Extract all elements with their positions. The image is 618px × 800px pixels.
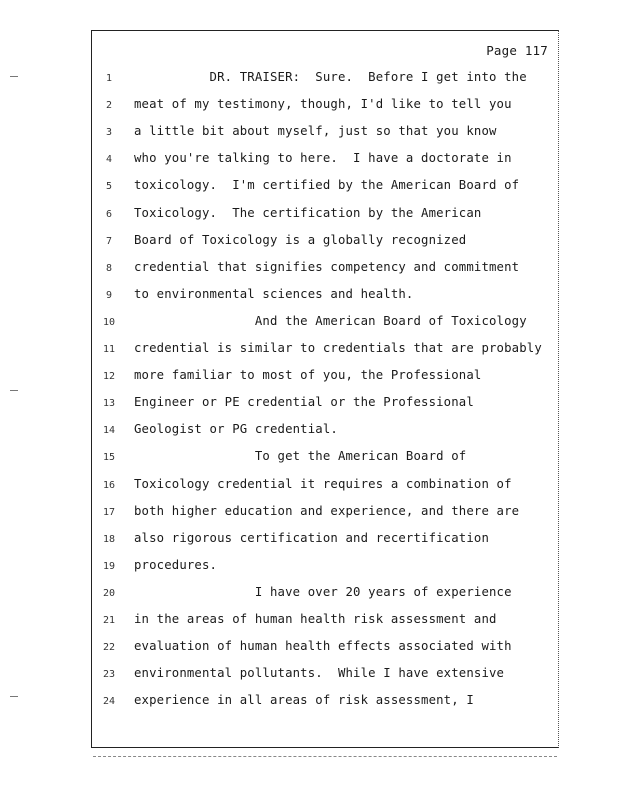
transcript-line	[92, 96, 560, 116]
line-number: 20	[102, 587, 116, 599]
line-number: 21	[102, 615, 116, 626]
line-text: a little bit about myself, just so that you know	[134, 124, 497, 139]
transcript-line	[92, 340, 560, 360]
line-text: credential is similar to credentials that are probably	[134, 341, 542, 355]
line-text: Toxicology. The certification by the American	[134, 205, 482, 220]
transcript-line	[92, 476, 560, 496]
line-text: environmental pollutants. While I have extensive	[134, 666, 505, 681]
transcript-line	[92, 557, 560, 577]
line-number: 2	[105, 100, 113, 112]
line-number: 8	[105, 262, 113, 274]
line-number: 5	[105, 181, 113, 193]
page-number: Page 117	[486, 43, 548, 58]
line-number: 13	[102, 398, 116, 410]
line-number: 18	[102, 533, 116, 545]
line-number: 16	[102, 479, 116, 491]
transcript-line	[92, 421, 560, 441]
line-text: DR. TRAISER: Sure. Before I get into the	[134, 70, 527, 84]
line-number: 4	[105, 154, 113, 166]
transcript-line	[92, 638, 560, 658]
line-text: Geologist or PG credential.	[134, 422, 338, 437]
line-text: toxicology. I'm certified by the American Board of	[134, 178, 520, 193]
bottom-rule	[93, 756, 557, 757]
line-text: evaluation of human health effects associated with	[134, 639, 512, 654]
line-text: also rigorous certification and recertification	[134, 530, 490, 545]
line-text: Board of Toxicology is a globally recognized	[134, 232, 467, 247]
transcript-line	[92, 232, 560, 252]
transcript-line	[92, 150, 560, 170]
line-text: to environmental sciences and health.	[134, 286, 414, 301]
line-number: 17	[102, 506, 116, 518]
line-number: 19	[102, 560, 116, 572]
transcript-line	[92, 177, 560, 197]
line-number: 6	[105, 208, 113, 220]
transcript-line	[92, 530, 560, 550]
line-number: 22	[102, 642, 116, 654]
line-text: credential that signifies competency and commitment	[134, 259, 520, 274]
line-text: procedures.	[134, 557, 218, 572]
line-text: meat of my testimony, though, I'd like to tell you	[134, 97, 512, 112]
line-text: both higher education and experience, and there are	[134, 503, 520, 518]
margin-mark	[10, 696, 18, 697]
line-number: 11	[102, 344, 116, 355]
line-number: 9	[105, 289, 113, 301]
line-text: in the areas of human health risk assessment and	[134, 612, 497, 626]
transcript-page	[91, 30, 559, 748]
transcript-line	[92, 69, 560, 89]
transcript-line	[92, 286, 560, 306]
transcript-line	[92, 665, 560, 685]
transcript-line	[92, 367, 560, 387]
transcript-line	[92, 611, 560, 631]
transcript-line	[92, 313, 560, 333]
line-text: Toxicology credential it requires a combination of	[134, 476, 512, 491]
margin-mark	[10, 390, 18, 391]
line-number: 24	[102, 696, 116, 708]
transcript-line	[92, 584, 560, 604]
line-number: 3	[105, 127, 113, 139]
line-text: more familiar to most of you, the Professional	[134, 368, 482, 383]
line-text: who you're talking to here. I have a doctorate in	[134, 151, 512, 166]
line-number: 1	[105, 73, 113, 84]
line-number: 7	[105, 235, 113, 247]
line-number: 15	[102, 452, 116, 464]
line-number: 10	[102, 316, 116, 328]
line-number: 12	[102, 371, 116, 383]
transcript-line	[92, 503, 560, 523]
transcript-line	[92, 394, 560, 414]
transcript-line	[92, 123, 560, 143]
line-text: I have over 20 years of experience	[134, 584, 512, 599]
line-number: 23	[102, 669, 116, 681]
transcript-line	[92, 205, 560, 225]
line-text: Engineer or PE credential or the Professional	[134, 395, 474, 410]
line-text: To get the American Board of	[134, 449, 467, 464]
margin-mark	[10, 76, 18, 77]
line-text: And the American Board of Toxicology	[134, 313, 527, 328]
transcript-line	[92, 448, 560, 468]
line-number: 14	[102, 425, 116, 437]
transcript-line	[92, 259, 560, 279]
line-text: experience in all areas of risk assessment, I	[134, 693, 474, 708]
transcript-line	[92, 692, 560, 712]
